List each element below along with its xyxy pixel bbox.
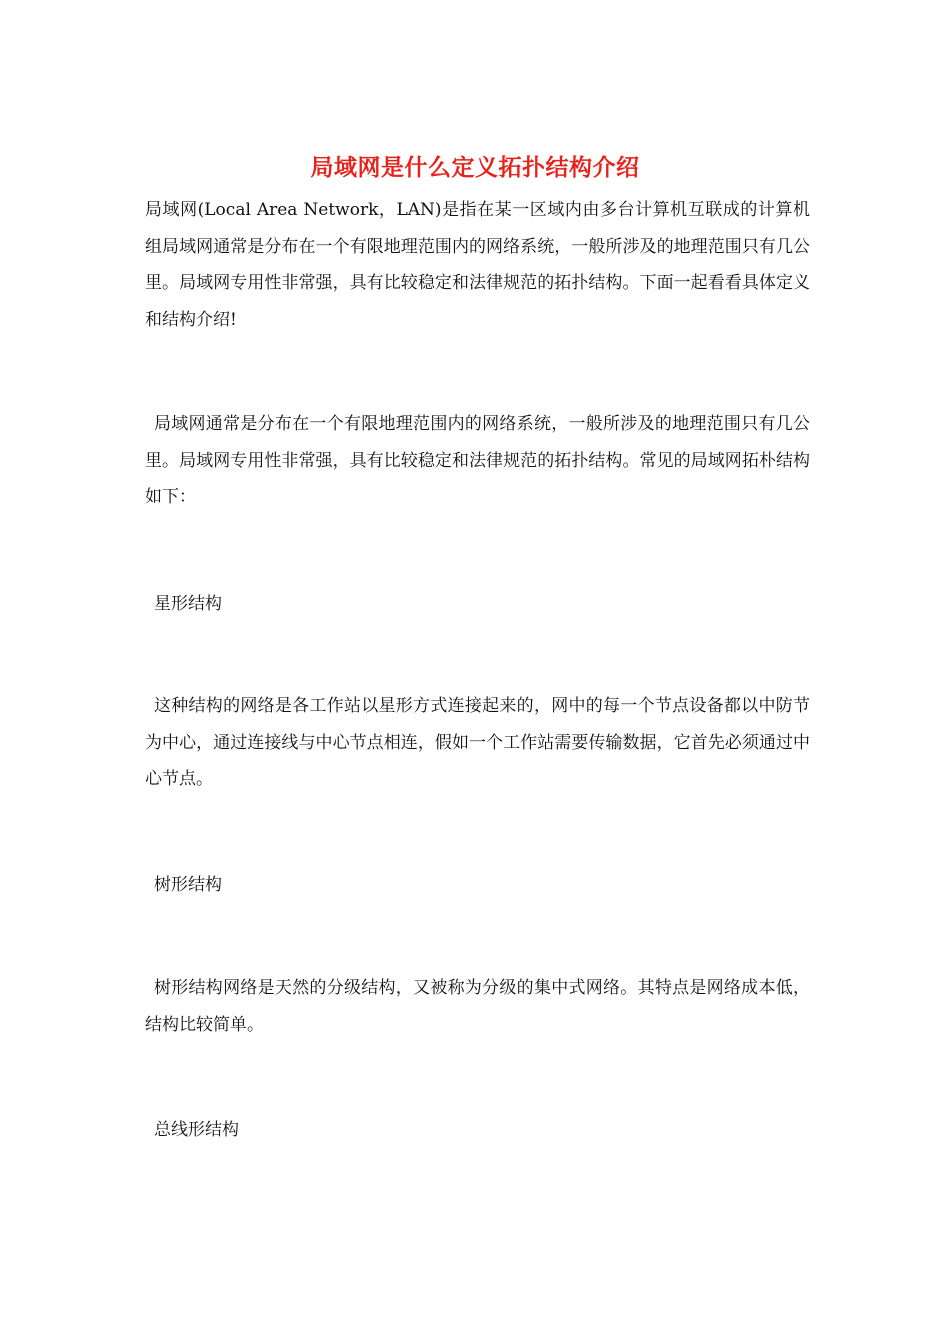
heading-tree-topology: 树形结构 <box>154 875 222 895</box>
star-topology-paragraph: 这种结构的网络是各工作站以星形方式连接起来的，网中的每一个节点设备都以中防节为中心，通过连接线与中心节点相连，假如一个工作站需要传输数据，它首先必须通过中心节点。 <box>145 696 810 789</box>
intro-paragraph: 局域网(Local Area Network，LAN)是指在某一区域内由多台计算机互联成的计算机组局域网通常是分布在一个有限地理范围内的网络系统，一般所涉及的地理范围只有几公里。局域网专用性非常强，具有比较稳定和法律规范的拓扑结构。下面一起看看具体定义和结构介绍! <box>145 200 810 330</box>
page-title: 局域网是什么定义拓扑结构介绍 <box>310 154 640 181</box>
tree-topology-paragraph: 树形结构网络是天然的分级结构，又被称为分级的集中式网络。其特点是网络成本低，结构比较简单。 <box>145 978 810 1035</box>
overview-paragraph: 局域网通常是分布在一个有限地理范围内的网络系统，一般所涉及的地理范围只有几公里。局域网专用性非常强，具有比较稳定和法律规范的拓扑结构。常见的局域网拓朴结构如下： <box>145 414 810 507</box>
heading-star-topology: 星形结构 <box>154 594 222 614</box>
heading-bus-topology: 总线形结构 <box>154 1120 239 1140</box>
